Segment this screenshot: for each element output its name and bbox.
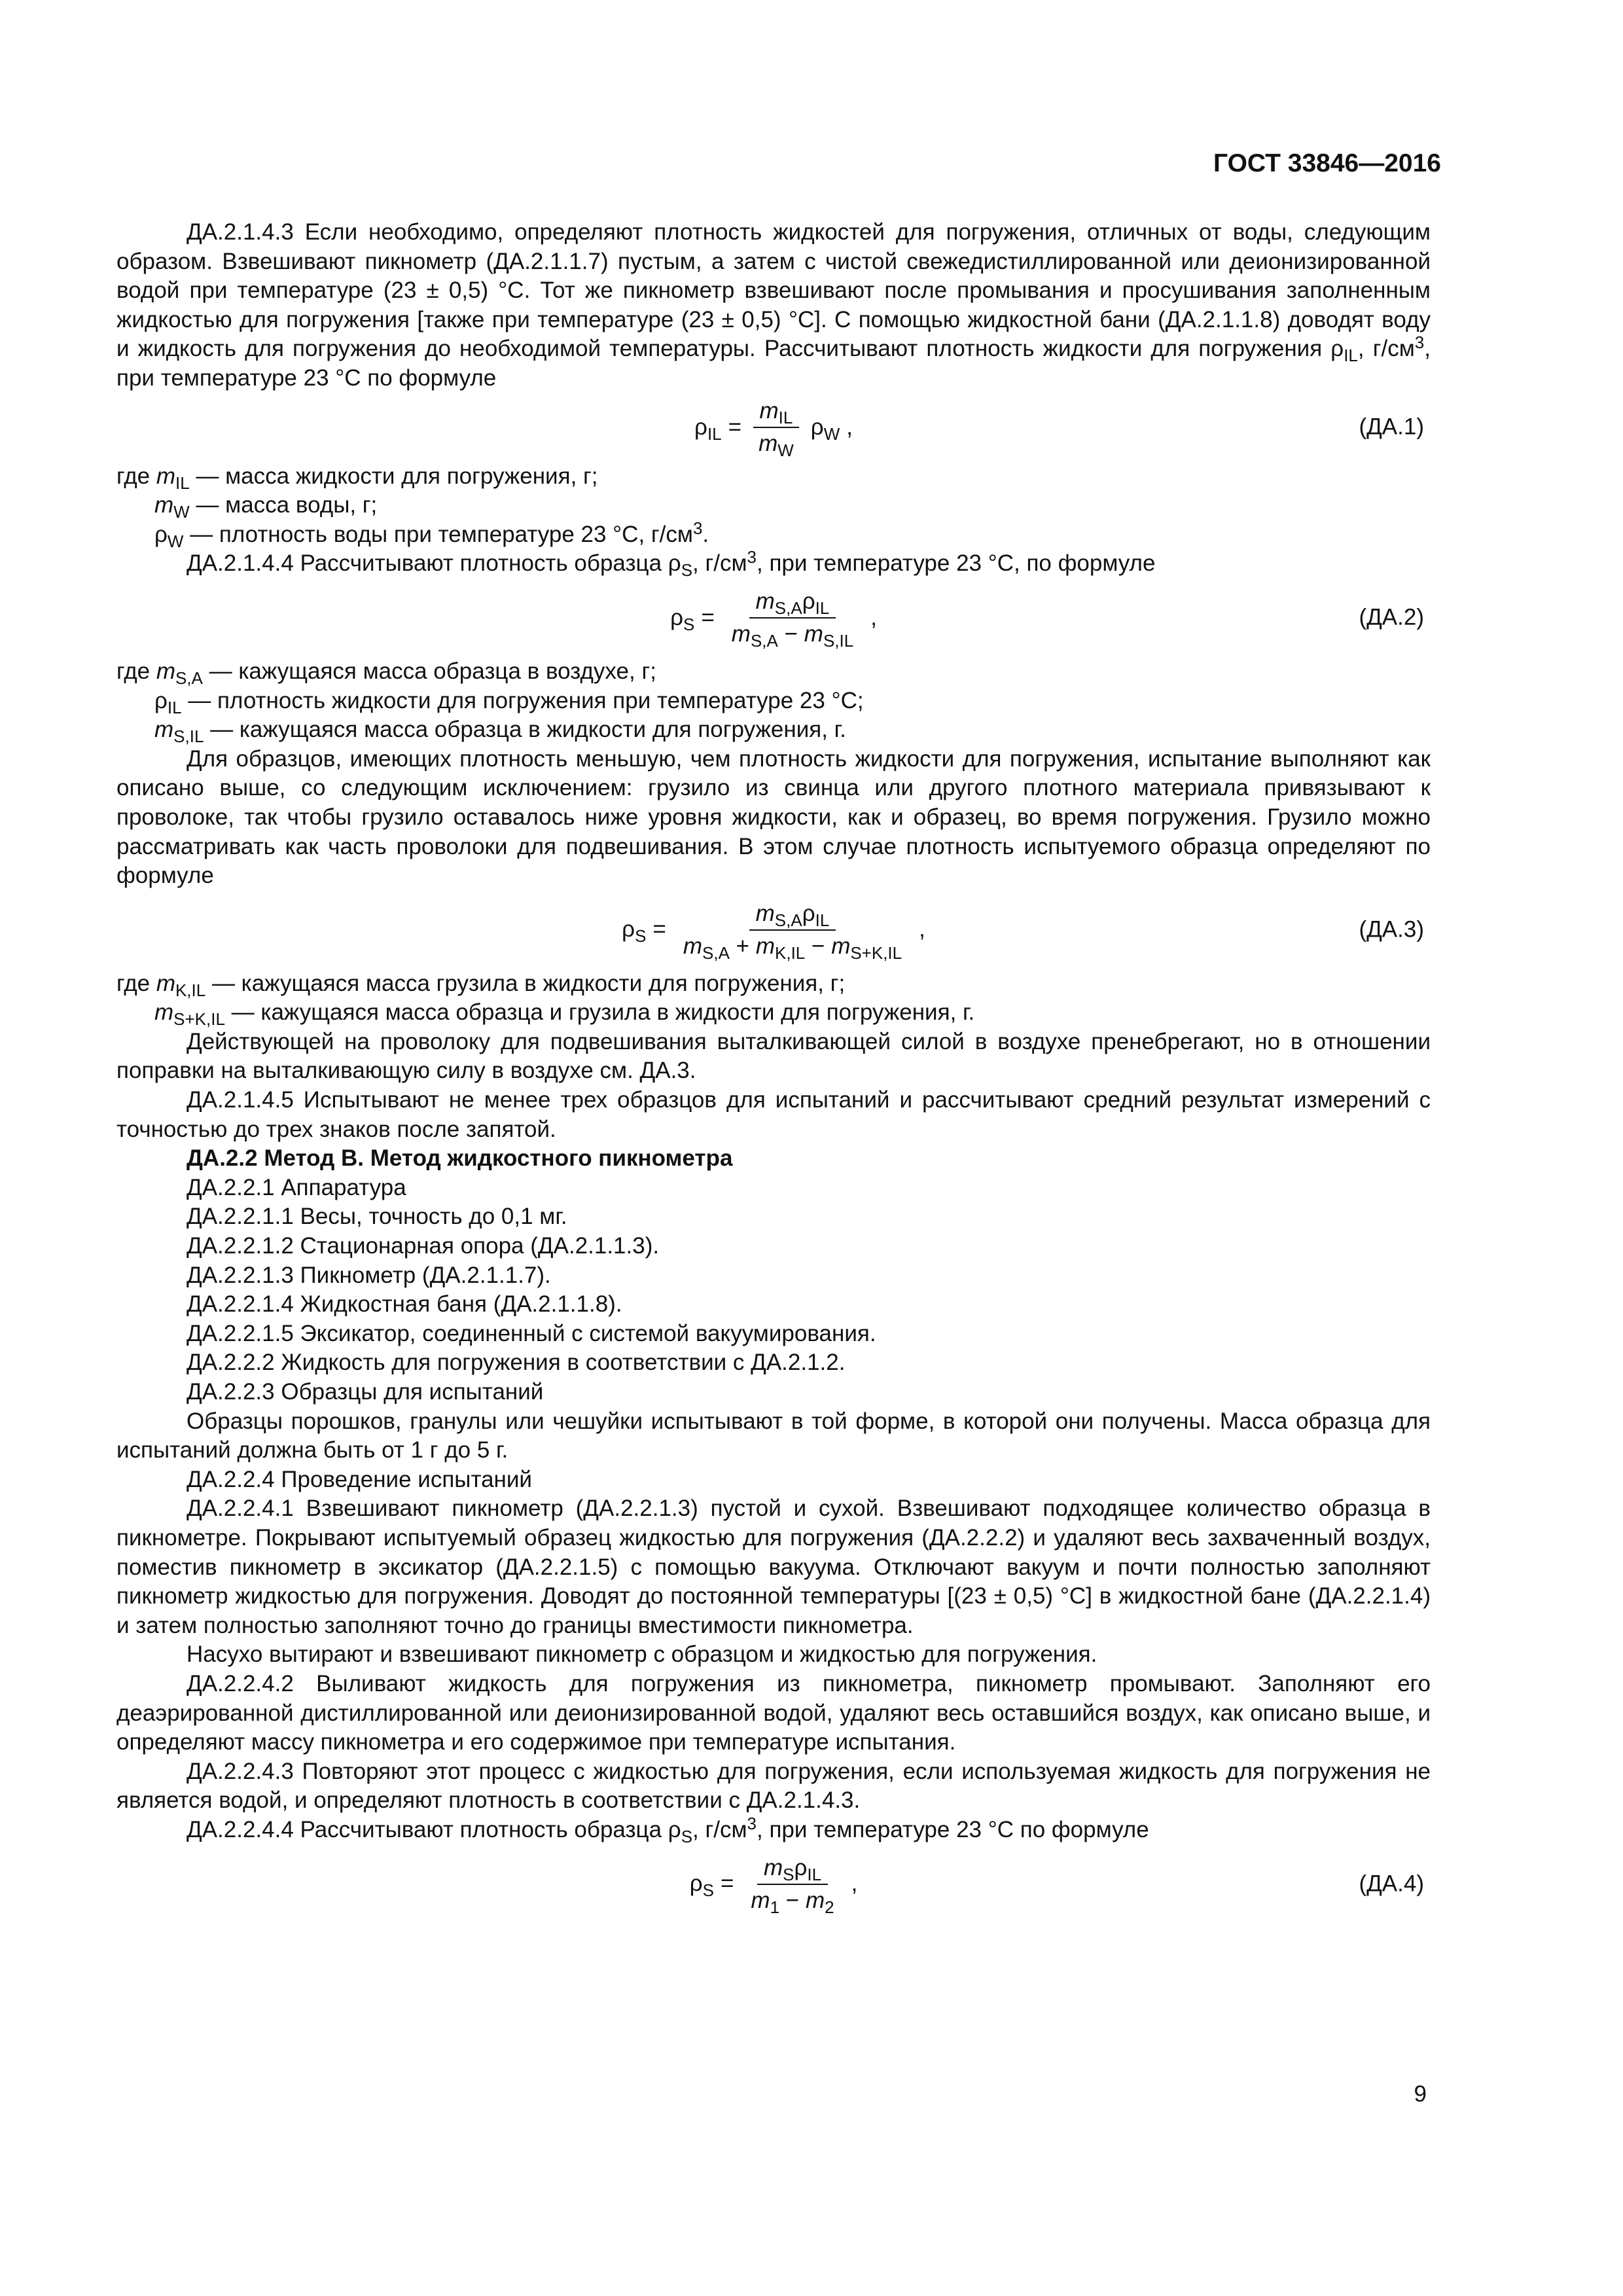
symbol: m	[763, 1854, 783, 1880]
symbol: ρ	[670, 604, 683, 630]
subscript: W	[173, 502, 190, 522]
symbol: ρ	[802, 588, 815, 614]
definition: — кажущаяся масса грузила в жидкости для погружения, г;	[205, 970, 846, 996]
symbol: m	[831, 933, 851, 959]
definition: — масса жидкости для погружения, г;	[189, 463, 598, 489]
subscript: S+K,IL	[850, 942, 902, 963]
paragraph-samples: Образцы порошков, гранулы или чешуйки испытывают в той форме, в которой они получены. Масса образца для испытаний должна быть от 1 г до 5 г.	[116, 1408, 1431, 1463]
symbol: m	[156, 658, 175, 684]
symbol: ρ	[794, 1854, 808, 1880]
list-item: ДА.2.2.1 Аппаратура	[187, 1174, 406, 1200]
text: , при температуре 23 °С по формуле	[116, 336, 1431, 391]
list-item: ДА.2.2.1.1 Весы, точность до 0,1 мг.	[187, 1204, 567, 1230]
subscript: K,IL	[775, 942, 806, 963]
where-item	[116, 657, 1431, 687]
where-item	[116, 491, 1431, 520]
where-list-2	[116, 657, 1431, 745]
subscript: IL	[807, 1864, 822, 1884]
superscript: 3	[1414, 332, 1425, 353]
subscript: IL	[815, 910, 830, 930]
subscript: IL	[815, 598, 830, 618]
symbol: m	[154, 492, 174, 518]
subscript: S,A	[774, 598, 802, 618]
subscript: W	[167, 531, 184, 551]
symbol: m	[156, 463, 175, 489]
where-item	[116, 687, 1431, 716]
symbol: m	[755, 588, 775, 614]
punctuation: ,	[919, 916, 925, 942]
symbol: ρ	[810, 414, 824, 440]
operator: +	[736, 933, 750, 959]
subscript: S	[783, 1864, 794, 1884]
subscript: S,A	[750, 630, 778, 651]
paragraph-da-2-1-4-4	[116, 549, 1431, 579]
symbol: m	[805, 1887, 825, 1913]
formula-da-2	[116, 579, 1431, 657]
paragraph-da-2-2-4-1: ДА.2.2.4.1 Взвешивают пикнометр (ДА.2.2.1.3) пустой и сухой. Взвешивают подходящее количество образца в пикнометре. Покрывают испытуемый образец жидкостью для погружения (ДА.2.2.2) и удаляют весь захваченный воздух, поместив пикнометр в эксикатор (ДА.2.2.1.5) с помощью вакуума. Отключают вакуум и почти полностью заполняют пикнометр жидкостью для погружения. Доводят до постоянной температуры [(23 ± 0,5) °С] в жидкостной бане (ДА.2.2.1.4) и затем полностью заполняют точно до границы вместимости пикнометра.	[116, 1496, 1431, 1638]
list-item: ДА.2.2.1.3 Пикнометр (ДА.2.1.1.7).	[187, 1262, 551, 1288]
subscript: S	[681, 560, 693, 581]
symbol: ρ	[694, 414, 707, 440]
where-item	[116, 520, 1431, 550]
equals-sign: =	[701, 604, 715, 630]
fraction	[744, 1854, 840, 1917]
where-item	[116, 969, 1431, 999]
superscript: 3	[692, 518, 703, 538]
text: ДА.2.1.4.4 Рассчитывают плотность образца ρ	[187, 550, 681, 577]
symbol: ρ	[802, 900, 815, 926]
symbol: m	[759, 398, 779, 424]
subscript: S,IL	[823, 630, 854, 651]
fraction	[677, 900, 908, 963]
list-item: ДА.2.2.3 Образцы для испытаний	[187, 1379, 544, 1405]
paragraph-da-2-2-4-4	[116, 1813, 1431, 1846]
fraction	[752, 398, 800, 461]
punctuation: ,	[870, 604, 877, 630]
definition: — плотность воды при температуре 23 °С, г/см	[183, 521, 693, 547]
text: где	[116, 463, 156, 489]
subscript: S	[683, 614, 695, 634]
definition: — кажущаяся масса образца в жидкости для погружения, г.	[204, 717, 846, 743]
equals-sign: =	[728, 414, 742, 440]
where-list-3	[116, 969, 1431, 1028]
subscript: 1	[770, 1897, 780, 1917]
fraction	[725, 588, 860, 651]
symbol: ρ	[689, 1871, 703, 1897]
symbol: m	[156, 970, 175, 996]
paragraph-da-2-1-4-3	[116, 218, 1431, 393]
symbol: m	[154, 717, 174, 743]
text: где	[116, 970, 156, 996]
section-heading-da-2-2: ДА.2.2 Метод В. Метод жидкостного пикнометра	[187, 1145, 733, 1172]
symbol: m	[731, 620, 751, 647]
subscript: IL	[175, 473, 190, 493]
symbol: ρ	[154, 521, 168, 547]
text: ДА.2.1.4.3 Если необходимо, определяют плотность жидкостей для погружения, отличных от воды, следующим образом. Взвешивают пикнометр (ДА.2.1.1.7) пустым, а затем с чистой свежедистиллированной или деионизированной водой при температуре (23 ± 0,5) °С. Тот же пикнометр взвешивают после промывания и просушивания заполненным жидкостью для погружения [также при температуре (23 ± 0,5) °С]. С помощью жидкостной бани (ДА.2.1.1.8) доводят воду и жидкость для погружения до необходимой температуры. Рассчитывают плотность жидкости для погружения ρ	[116, 219, 1431, 362]
punctuation: .	[702, 521, 709, 547]
subscript: W	[777, 440, 794, 461]
paragraph-da-2-2-4-3: ДА.2.2.4.3 Повторяют этот процесс с жидкостью для погружения, если используемая жидкость для погружения не является водой, и определяют плотность в соответствии с ДА.2.1.4.3.	[116, 1758, 1431, 1814]
definition: — масса воды, г;	[189, 492, 378, 518]
equals-sign: =	[720, 1871, 734, 1897]
document-body	[116, 218, 1431, 1924]
symbol: m	[755, 933, 776, 959]
paragraph-buoyancy: Действующей на проволоку для подвешивания выталкивающей силой в воздухе пренебрегают, но в отношении поправки на выталкивающую силу в воздухе см. ДА.3.	[116, 1028, 1431, 1084]
paragraph-da-2-2-4-2: ДА.2.2.4.2 Выливают жидкость для погружения из пикнометра, пикнометр промывают. Заполняют его деаэрированной дистиллированной или деионизированной водой, удаляют весь оставшийся воздух, как описано выше, и определяют массу пикнометра и его содержимое при температуре испытания.	[116, 1670, 1431, 1755]
formula-number: (ДА.2)	[1359, 604, 1424, 630]
subscript: S,A	[702, 942, 730, 963]
standard-header: ГОСТ 33846—2016	[1213, 149, 1441, 177]
where-item	[116, 998, 1431, 1028]
formula-da-3	[116, 891, 1431, 969]
definition: — кажущаяся масса образца и грузила в жидкости для погружения, г.	[224, 999, 975, 1026]
text: , г/см	[692, 550, 747, 577]
formula-number: (ДА.4)	[1359, 1871, 1424, 1897]
list-item: ДА.2.2.1.4 Жидкостная баня (ДА.2.1.1.8).	[187, 1291, 622, 1318]
text: , г/см	[692, 1816, 747, 1842]
symbol: m	[683, 933, 703, 959]
text: , при температуре 23 °С по формуле	[757, 1816, 1149, 1842]
subscript: IL	[167, 697, 182, 717]
subscript: S	[681, 1826, 693, 1846]
subscript: S	[635, 926, 647, 946]
list-item: ДА.2.2.1.5 Эксикатор, соединенный с системой вакуумирования.	[187, 1320, 876, 1346]
paragraph-wipe-weigh: Насухо вытирают и взвешивают пикнометр с образцом и жидкостью для погружения.	[187, 1641, 1097, 1668]
symbol: ρ	[622, 916, 635, 942]
text: , г/см	[1357, 336, 1415, 362]
formula-number: (ДА.1)	[1359, 414, 1424, 440]
subscript: IL	[707, 423, 722, 444]
punctuation: ,	[851, 1871, 858, 1897]
subscript: S,IL	[173, 726, 204, 747]
superscript: 3	[747, 1813, 757, 1833]
subscript: S,A	[175, 668, 203, 688]
symbol: m	[758, 431, 778, 457]
operator: −	[784, 620, 798, 647]
list-item: ДА.2.2.1.2 Стационарная опора (ДА.2.1.1.3).	[187, 1233, 660, 1259]
where-item	[116, 715, 1431, 745]
text: где	[116, 658, 156, 684]
where-item	[116, 462, 1431, 492]
symbol: ρ	[154, 687, 168, 713]
punctuation: ,	[846, 414, 853, 440]
equals-sign: =	[652, 916, 666, 942]
text: , при температуре 23 °С, по формуле	[757, 550, 1156, 577]
page-number: 9	[1414, 2081, 1427, 2107]
superscript: 3	[747, 547, 757, 567]
subscript: 2	[825, 1897, 834, 1917]
subscript: S,A	[774, 910, 802, 930]
list-item: ДА.2.2.2 Жидкость для погружения в соответствии с ДА.2.1.2.	[187, 1350, 846, 1376]
formula-number: (ДА.3)	[1359, 916, 1424, 942]
paragraph-light-samples: Для образцов, имеющих плотность меньшую, чем плотность жидкости для погружения, испытание выполняют как описано выше, со следующим исключением: грузило из свинца или другого плотного материала привязывают к проволоке, так чтобы грузило оставалось ниже уровня жидкости, как и образец, во время погружения. Грузило можно рассматривать как часть проволоки для подвешивания. В этом случае плотность испытуемого образца определяют по формуле	[116, 745, 1431, 889]
paragraph-procedure-heading: ДА.2.2.4 Проведение испытаний	[187, 1466, 532, 1492]
symbol: m	[751, 1887, 770, 1913]
paragraph-da-2-1-4-5: ДА.2.1.4.5 Испытывают не менее трех образцов для испытаний и рассчитывают средний результат измерений с точностью до трех знаков после запятой.	[116, 1087, 1431, 1142]
operator: −	[812, 933, 825, 959]
text: ДА.2.2.4.4 Рассчитывают плотность образца ρ	[187, 1816, 681, 1842]
formula-da-1	[116, 393, 1431, 462]
definition: — кажущаяся масса образца в воздухе, г;	[202, 658, 656, 684]
symbol: m	[804, 620, 823, 647]
subscript: W	[823, 423, 840, 444]
subscript: S	[702, 1880, 714, 1901]
subscript: IL	[1344, 346, 1358, 366]
where-list-1	[116, 462, 1431, 550]
formula-da-4	[116, 1845, 1431, 1924]
subscript: IL	[778, 408, 793, 428]
definition: — плотность жидкости для погружения при температуре 23 °С;	[181, 687, 864, 713]
subscript: K,IL	[175, 980, 206, 1000]
symbol: m	[154, 999, 174, 1026]
operator: −	[785, 1887, 800, 1913]
subscript: S+K,IL	[173, 1009, 225, 1030]
symbol: m	[755, 900, 775, 926]
